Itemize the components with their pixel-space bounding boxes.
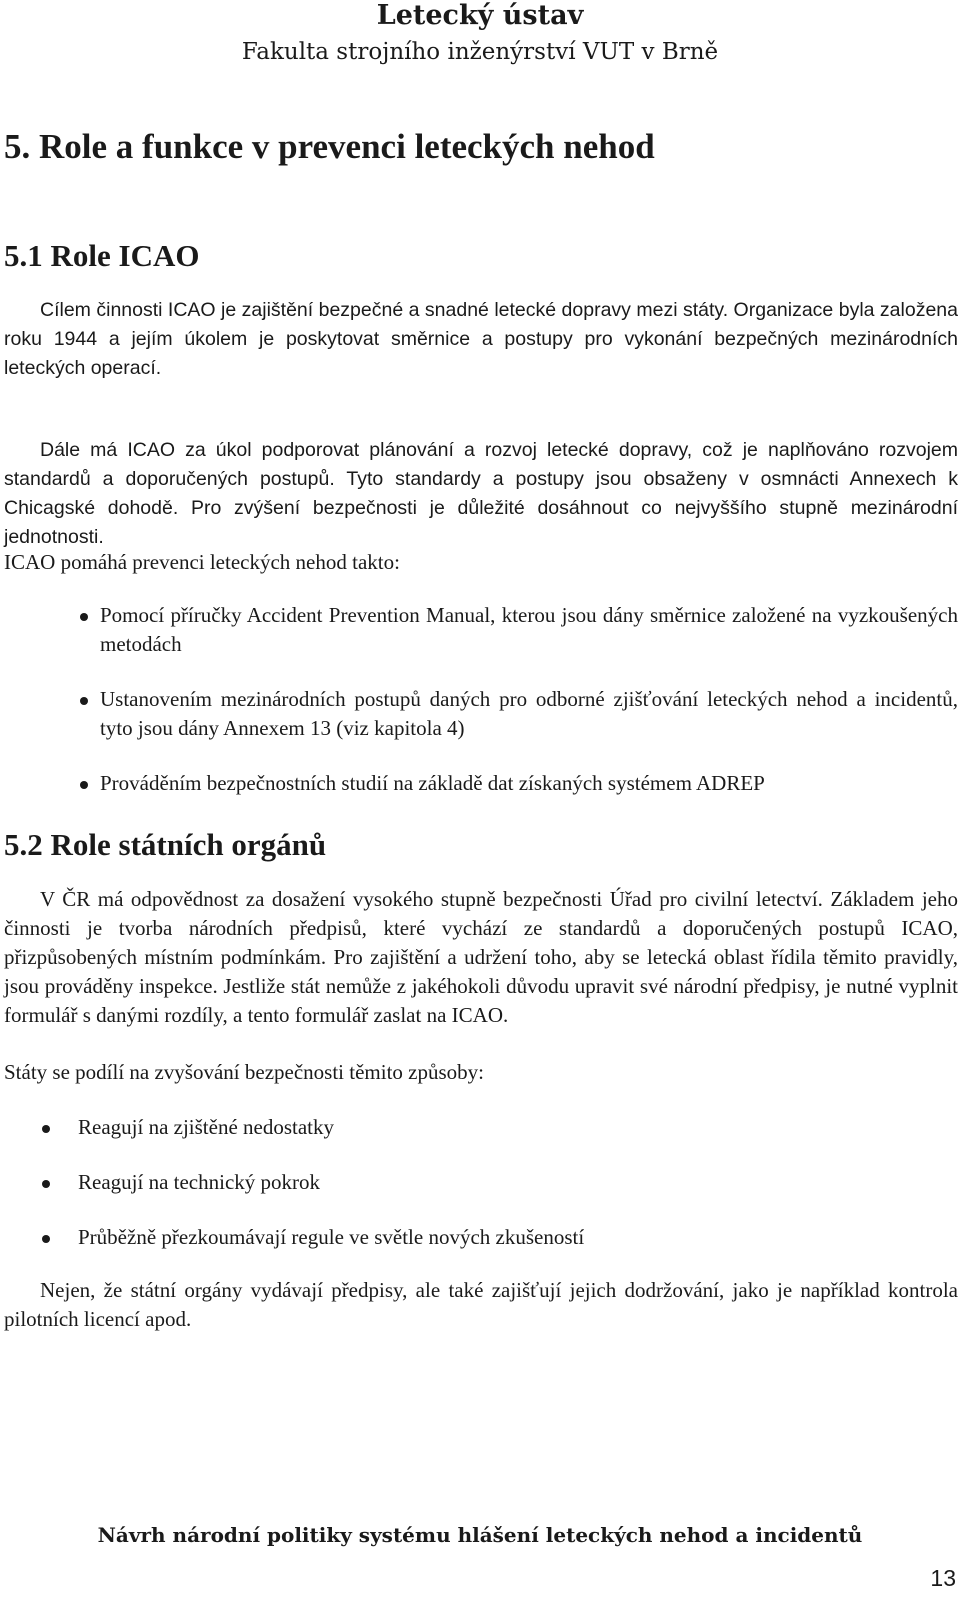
page-number: 13 bbox=[930, 1565, 956, 1591]
bullet-icon bbox=[42, 1180, 50, 1188]
paragraph-state-responsibility: V ČR má odpovědnost za dosažení vysokého stupně bezpečnosti Úřad pro civilní letectví. Základem jeho činnosti je tvorba národních předpisů, které vychází ze standardů a doporučených postupů ICAO, přizpůsobených místním podmínkám. Pro zajištění a udržení toho, aby se letecká oblast řídila těmito pravidly, jsou prováděny inspekce. Jestliže stát nemůže z jakéhokoli důvodu upravit své národní předpisy, je nutné vyplnit formulář s danými rozdíly, a tento formulář zaslat na ICAO. bbox=[4, 887, 958, 1027]
header-title: Letecký ústav bbox=[376, 0, 584, 31]
list-item-text: Reagují na technický pokrok bbox=[78, 1170, 321, 1194]
section-title-state: 5.2 Role státních orgánů bbox=[4, 827, 327, 862]
icao-bullet-list bbox=[4, 601, 958, 798]
list-item bbox=[4, 1223, 958, 1252]
bullet-icon bbox=[80, 697, 88, 705]
header-subtitle: Fakulta strojního inženýrství VUT v Brně bbox=[241, 39, 719, 65]
section-title-icao: 5.1 Role ICAO bbox=[4, 238, 200, 273]
state-bullet-list bbox=[4, 1113, 958, 1252]
list-item bbox=[4, 1113, 958, 1142]
bullet-icon bbox=[80, 613, 88, 621]
paragraph-icao-tasks: Dále má ICAO za úkol podporovat plánování a rozvoj letecké dopravy, což je naplňováno rozvojem standardů a doporučených postupů. Tyto standardy a postupy jsou obsaženy v osmnácti Annexech k Chicagské dohodě. Pro zvýšení bezpečnosti je důležité dosáhnout co nejvyššího stupně mezinárodní jednotnosti. bbox=[4, 439, 958, 548]
footer-text: Návrh národní politiky systému hlášení leteckých nehod a incidentů bbox=[97, 1523, 863, 1547]
list-item-text: Pomocí příručky Accident Prevention Manual, kterou jsou dány směrnice založené na vyzkoušených metodách bbox=[100, 603, 958, 656]
bullet-icon bbox=[42, 1125, 50, 1133]
paragraph-icao-goal: Cílem činnosti ICAO je zajištění bezpečné a snadné letecké dopravy mezi státy. Organizace byla založena roku 1944 a jejím úkolem je poskytovat směrnice a postupy pro vykonání bezpečných mezinárodních leteckých operací. bbox=[4, 299, 958, 379]
paragraph-state-enforcement: Nejen, že státní orgány vydávají předpisy, ale také zajišťují jejich dodržování, jako je například kontrola pilotních licencí apod. bbox=[4, 1278, 958, 1331]
list-item-text: Reagují na zjištěné nedostatky bbox=[78, 1115, 335, 1139]
chapter-title: 5. Role a funkce v prevenci leteckých nehod bbox=[4, 127, 655, 166]
list-item bbox=[4, 601, 958, 659]
list-item bbox=[4, 685, 958, 743]
paragraph-icao-intro: ICAO pomáhá prevenci leteckých nehod takto: bbox=[4, 550, 400, 574]
list-item-text: Prováděním bezpečnostních studií na základě dat získaných systémem ADREP bbox=[100, 771, 765, 795]
bullet-icon bbox=[42, 1235, 50, 1243]
paragraph-state-intro: Státy se podílí na zvyšování bezpečnosti těmito způsoby: bbox=[4, 1060, 484, 1084]
list-item-text: Ustanovením mezinárodních postupů daných pro odborné zjišťování leteckých nehod a incidentů, tyto jsou dány Annexem 13 (viz kapitola 4) bbox=[100, 687, 958, 740]
list-item-text: Průběžně přezkoumávají regule ve světle nových zkušeností bbox=[78, 1225, 585, 1249]
bullet-icon bbox=[80, 781, 88, 789]
list-item bbox=[4, 769, 958, 798]
list-item bbox=[4, 1168, 958, 1197]
